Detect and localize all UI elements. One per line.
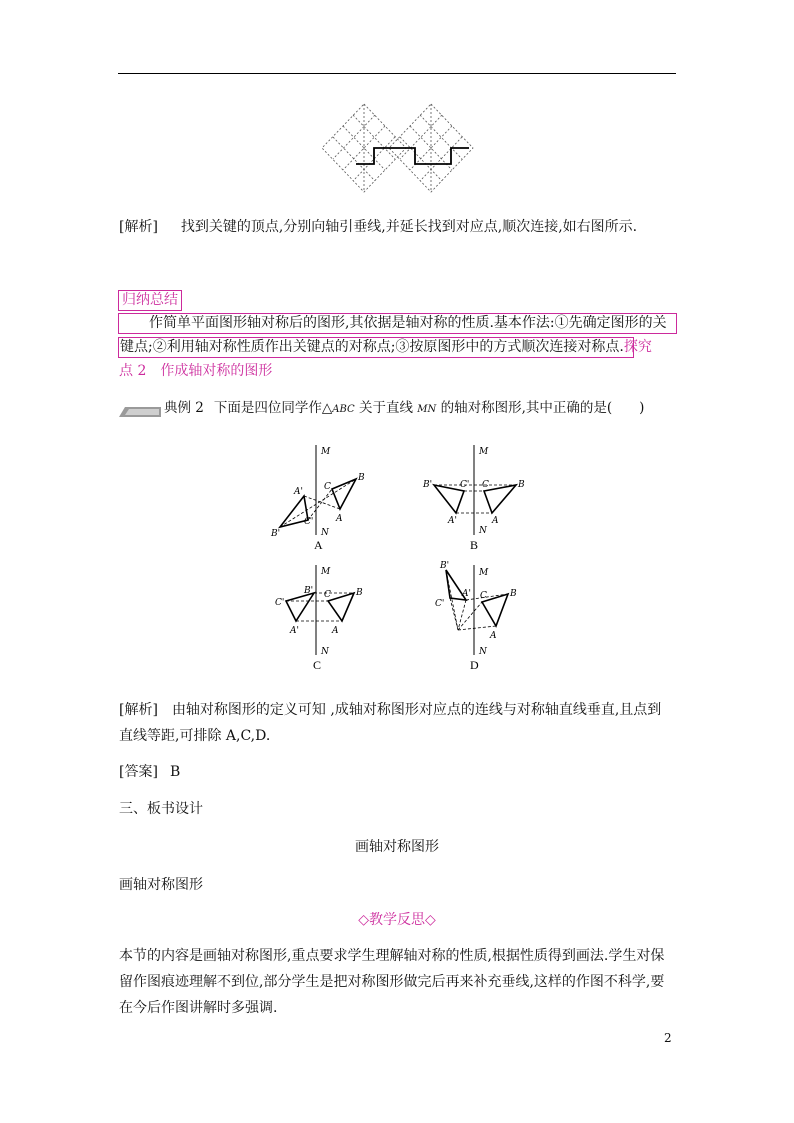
fig-a-label-c1: C' bbox=[304, 517, 314, 527]
fig-a-label-m: M bbox=[321, 447, 331, 457]
fig-b-label-m: M bbox=[479, 447, 489, 457]
fig-b-label-b1: B' bbox=[423, 480, 433, 490]
fig-b-label-a1: A' bbox=[448, 516, 457, 526]
fig-b-label-c: C bbox=[482, 480, 489, 490]
reflection-line-2: 留作图痕迹理解不到位,部分学生是把对称图形做完后再来补充垂线,这样的作图不科学,要 bbox=[119, 974, 665, 990]
analysis-text: 找到关键的顶点,分别向轴引垂线,并延长找到对应点,顺次连接,如右图所示. bbox=[180, 219, 638, 235]
fig-b-label-n: N bbox=[479, 526, 487, 536]
fig-d-label-a1: A' bbox=[462, 589, 471, 599]
summary-line-1: 作简单平面图形轴对称后的图形,其依据是轴对称的性质.基本作法:①先确定图形的关 bbox=[149, 315, 667, 331]
fig-b-label-c1: C' bbox=[460, 480, 470, 490]
fig-c-label-m: M bbox=[321, 567, 331, 577]
reflection-line-1: 本节的内容是画轴对称图形,重点要求学生理解轴对称的性质,根据性质得到画法.学生对保 bbox=[119, 948, 665, 964]
analysis-2-tag: [解析] bbox=[119, 702, 158, 718]
analysis-2-text-1: 由轴对称图形的定义可知 ,成轴对称图形对应点的连线与对称轴直线垂直,且点到 bbox=[171, 702, 662, 718]
example-text-c: 的轴对称图形,其中正确的是( ) bbox=[436, 400, 645, 416]
summary-line-2-tail: 探究 bbox=[623, 339, 652, 355]
example-mn: MN bbox=[417, 404, 437, 415]
figure-a bbox=[268, 443, 378, 555]
board-body: 画轴对称图形 bbox=[119, 877, 203, 893]
fig-c-label-b: B bbox=[356, 588, 363, 598]
fig-d-caption: D bbox=[470, 658, 479, 672]
fig-d-label-n: N bbox=[479, 647, 487, 657]
answer bbox=[119, 762, 180, 782]
fig-a-label-b1: B' bbox=[271, 529, 281, 539]
section-3-heading: 三、板书设计 bbox=[119, 801, 203, 817]
fig-a-label-b: B bbox=[358, 473, 365, 483]
figure-c bbox=[268, 563, 378, 675]
analysis-1 bbox=[119, 217, 637, 237]
section-heading-2: 点 2 作成轴对称的图形 bbox=[119, 363, 273, 379]
fig-c-label-n: N bbox=[321, 647, 329, 657]
header-rule bbox=[118, 73, 676, 74]
fig-c-label-b1: B' bbox=[304, 586, 314, 596]
fig-a-label-a1: A' bbox=[294, 487, 303, 497]
figure-d bbox=[422, 560, 532, 675]
page-number: 2 bbox=[664, 1031, 672, 1045]
analysis-2-line-2: 直线等距,可排除 A,C,D. bbox=[119, 728, 271, 744]
example-abc: ABC bbox=[332, 404, 355, 415]
summary-line-2 bbox=[120, 337, 652, 357]
fig-d-label-a: A bbox=[490, 631, 497, 641]
answer-tag: [答案] bbox=[119, 764, 158, 780]
example-2 bbox=[164, 398, 644, 420]
fig-c-label-a: A bbox=[332, 626, 339, 636]
fig-c-label-c1: C' bbox=[275, 598, 285, 608]
fig-d-label-b1: B' bbox=[440, 561, 450, 571]
example-label: 典例 2 bbox=[164, 400, 204, 416]
fig-b-caption: B bbox=[470, 538, 479, 552]
summary-title: 归纳总结 bbox=[118, 290, 182, 311]
analysis-tag: [解析] bbox=[119, 219, 158, 235]
fig-a-caption: A bbox=[314, 538, 323, 552]
fig-b-label-b: B bbox=[518, 480, 525, 490]
fig-c-label-c: C bbox=[324, 590, 331, 600]
fig-d-label-c1: C' bbox=[435, 599, 445, 609]
fig-d-label-m: M bbox=[479, 568, 489, 578]
fig-d-label-c: C bbox=[480, 591, 487, 601]
answer-value: B bbox=[169, 764, 181, 780]
fig-a-label-n: N bbox=[321, 528, 329, 538]
fig-a-label-c: C bbox=[324, 482, 331, 492]
fig-c-caption: C bbox=[313, 658, 322, 672]
reflection-title: ◇教学反思◇ bbox=[358, 912, 436, 928]
example-text-a: 下面是四位同学作△ bbox=[213, 400, 333, 416]
summary-line-2-text: 键点;②利用轴对称性质作出关键点的对称点;③按原图形中的方式顺次连接对称点. bbox=[120, 339, 624, 355]
top-figure bbox=[318, 100, 478, 200]
example-banner-icon bbox=[119, 402, 161, 412]
fig-a-label-a: A bbox=[336, 514, 343, 524]
figure-b bbox=[420, 443, 530, 555]
fig-c-label-a1: A' bbox=[290, 626, 299, 636]
reflection-line-3: 在今后作图讲解时多强调. bbox=[119, 1000, 278, 1016]
example-text-b: 关于直线 bbox=[354, 400, 418, 416]
fig-b-label-a: A bbox=[492, 516, 499, 526]
board-title: 画轴对称图形 bbox=[355, 839, 439, 855]
analysis-2-line-1 bbox=[119, 700, 661, 720]
fig-d-label-b: B bbox=[510, 589, 517, 599]
